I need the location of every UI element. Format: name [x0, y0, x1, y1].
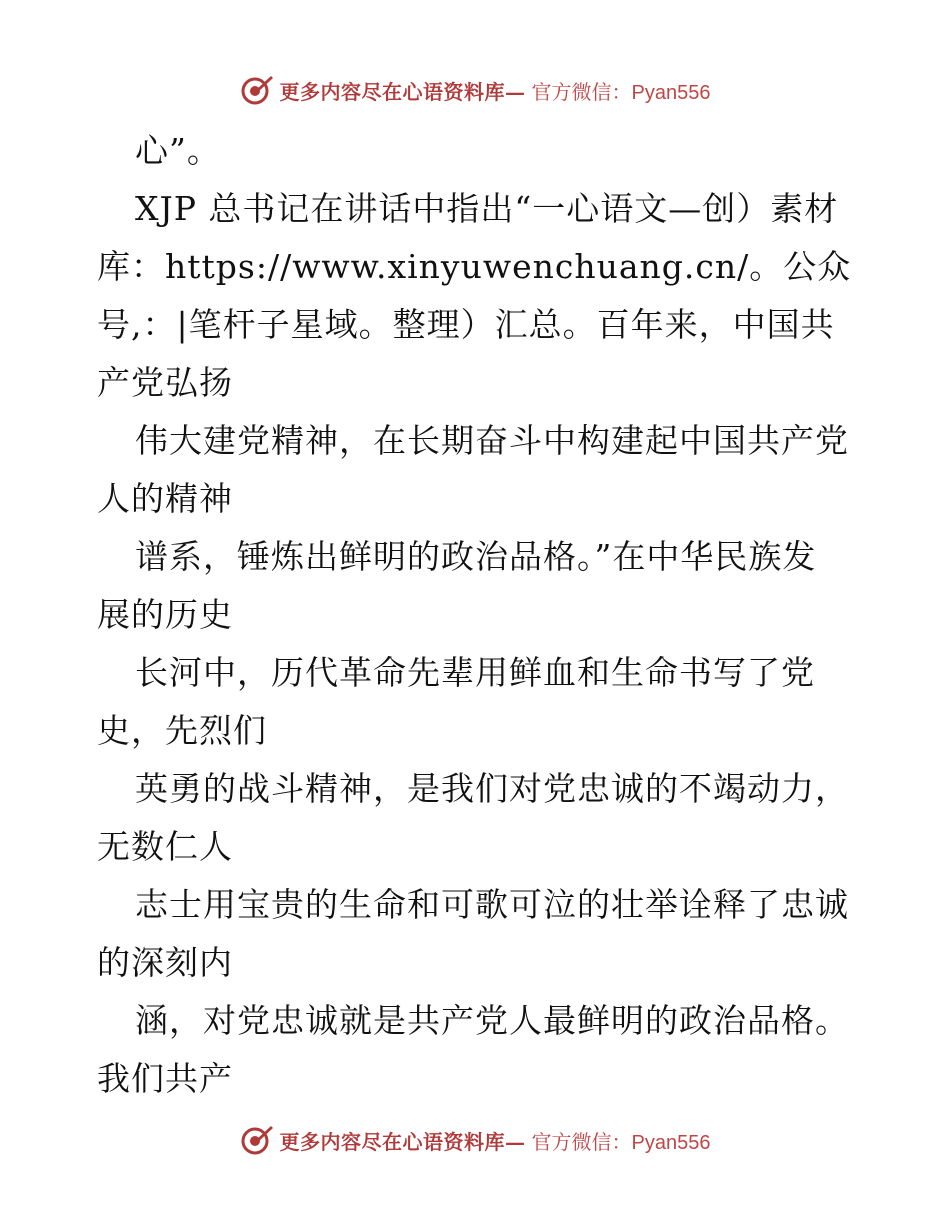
- pen-logo-icon: [240, 1123, 274, 1157]
- pen-logo-icon: [240, 73, 274, 107]
- footer-site-text: 更多内容尽在心语资料库—: [279, 1129, 526, 1154]
- body-line: 英勇的战斗精神，是我们对党忠诚的不竭动力，: [135, 769, 849, 808]
- body-line: 无数仁人: [97, 827, 233, 866]
- body-line: 史，先烈们: [97, 711, 267, 750]
- header-site-text: 更多内容尽在心语资料库—: [279, 79, 526, 104]
- body-line: 库：https://www.xinyuwenchuang.cn/。公众: [97, 247, 852, 286]
- document-body: [97, 122, 857, 1108]
- body-line: 人的精神: [97, 479, 233, 518]
- footer-wechat-text: 官方微信：Pyan556: [531, 1131, 711, 1154]
- body-line: 产党弘扬: [97, 363, 233, 402]
- body-line: 心”。: [135, 131, 221, 170]
- body-line: 志士用宝贵的生命和可歌可泣的壮举诠释了忠诚: [135, 885, 849, 924]
- header-banner: [0, 70, 950, 110]
- body-line: 长河中，历代革命先辈用鲜血和生命书写了党: [135, 653, 815, 692]
- body-line: XJP 总书记在讲话中指出“一心语文—创）素材: [135, 189, 839, 228]
- body-line: 展的历史: [97, 595, 233, 634]
- header-wechat-text: 官方微信：Pyan556: [531, 81, 711, 104]
- body-line: 伟大建党精神，在长期奋斗中构建起中国共产党: [135, 421, 849, 460]
- body-line: 号,：|笔杆子星域。整理）汇总。百年来，中国共: [97, 305, 835, 344]
- body-line: 涵，对党忠诚就是共产党人最鲜明的政治品格。: [135, 1001, 849, 1040]
- footer-banner: [0, 1120, 950, 1160]
- body-line: 的深刻内: [97, 943, 233, 982]
- body-line: 我们共产: [97, 1059, 233, 1098]
- body-line: 谱系，锤炼出鲜明的政治品格。”在中华民族发: [135, 537, 817, 576]
